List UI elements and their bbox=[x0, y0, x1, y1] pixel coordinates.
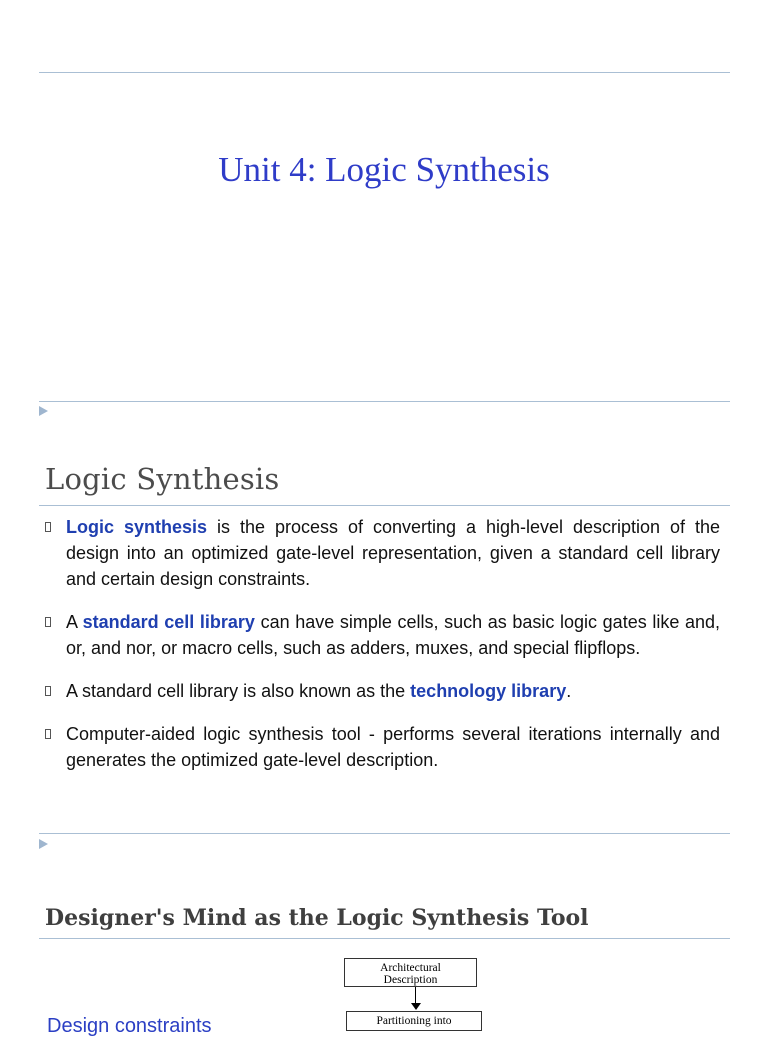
bullet-text: . bbox=[566, 681, 572, 701]
bullet-item bbox=[45, 609, 720, 661]
bullet-item bbox=[45, 514, 720, 592]
slide3-title-rule bbox=[39, 938, 730, 939]
design-constraints-label: Design constraints bbox=[47, 1015, 212, 1037]
slide1-title: Unit 4: Logic Synthesis bbox=[218, 150, 550, 189]
bullet-text: is the process of converting a high-level description of the design into an optimized gate-level representation, given a standard cell library and certain design constraints. bbox=[66, 517, 720, 589]
flow-box-line: Partitioning into bbox=[376, 1015, 452, 1027]
flow-box-line: Description bbox=[383, 974, 438, 986]
flow-box-architectural bbox=[344, 958, 477, 987]
bullet-item bbox=[45, 678, 720, 704]
bullet-item bbox=[45, 721, 720, 773]
highlight-term: Logic synthesis bbox=[66, 517, 208, 537]
bullet-text: Computer-aided logic synthesis tool - performs several iterations internally and generates the optimized gate-level description. bbox=[66, 724, 720, 770]
flow-box-line: Architectural bbox=[380, 962, 441, 974]
slide2-title: Logic Synthesis bbox=[45, 462, 280, 496]
highlight-term: standard cell library bbox=[82, 612, 255, 632]
flow-arrow-icon bbox=[411, 1003, 421, 1010]
bullet-text: A bbox=[66, 612, 83, 632]
bullet-list bbox=[45, 514, 720, 790]
bullet-text: can have simple cells, such as basic logic gates like and, or, and nor, or macro cells, such as adders, muxes, and special flipflops. bbox=[66, 612, 720, 658]
slide1-top-rule bbox=[39, 72, 730, 73]
bullet-box-icon bbox=[45, 686, 51, 696]
highlight-term: technology library bbox=[410, 681, 567, 701]
slide-marker-icon bbox=[39, 406, 48, 416]
bullet-box-icon bbox=[45, 617, 51, 627]
bullet-box-icon bbox=[45, 522, 51, 532]
bullet-text: A standard cell library is also known as the bbox=[66, 681, 411, 701]
bullet-box-icon bbox=[45, 729, 51, 739]
slide2-top-rule bbox=[39, 401, 730, 402]
flow-box-partitioning bbox=[346, 1011, 482, 1031]
slide3-top-rule bbox=[39, 833, 730, 834]
slide2-title-rule bbox=[39, 505, 730, 506]
slide3-title: Designer's Mind as the Logic Synthesis Tool bbox=[45, 905, 589, 931]
slide-marker-icon bbox=[39, 839, 48, 849]
